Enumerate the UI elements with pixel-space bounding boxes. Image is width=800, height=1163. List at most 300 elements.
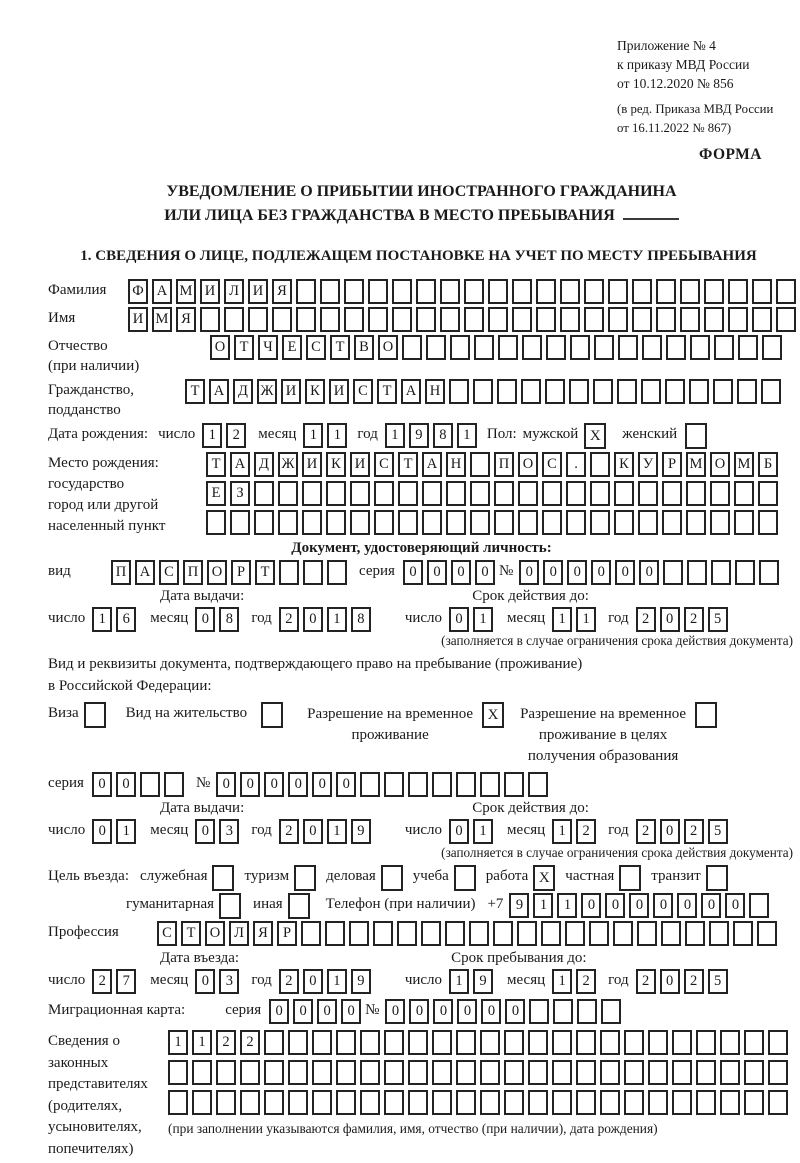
char-cell[interactable]: 0: [116, 772, 136, 797]
char-cell[interactable]: [776, 279, 796, 304]
char-cell[interactable]: 0: [216, 772, 236, 797]
char-cell[interactable]: З: [230, 481, 250, 506]
char-cell[interactable]: Ж: [278, 452, 298, 477]
residence-permit-checkbox[interactable]: [261, 702, 283, 728]
char-cell[interactable]: [470, 452, 490, 477]
char-cell[interactable]: [216, 1060, 236, 1085]
char-cell[interactable]: [336, 1090, 356, 1115]
char-cell[interactable]: [663, 560, 683, 585]
char-cell[interactable]: [408, 1060, 428, 1085]
char-cell[interactable]: [278, 481, 298, 506]
char-cell[interactable]: [450, 335, 470, 360]
char-cell[interactable]: 1: [576, 607, 596, 632]
char-cell[interactable]: Д: [254, 452, 274, 477]
char-cell[interactable]: [576, 1060, 596, 1085]
char-cell[interactable]: [601, 999, 621, 1024]
char-cell[interactable]: [327, 560, 347, 585]
char-cell[interactable]: [768, 1090, 788, 1115]
char-cell[interactable]: [474, 335, 494, 360]
char-cell[interactable]: [576, 1030, 596, 1055]
char-cell[interactable]: [541, 921, 561, 946]
char-cell[interactable]: [432, 772, 452, 797]
char-cell[interactable]: [768, 1030, 788, 1055]
char-cell[interactable]: [344, 279, 364, 304]
char-cell[interactable]: [449, 379, 469, 404]
char-cell[interactable]: 0: [629, 893, 649, 918]
char-cell[interactable]: 8: [433, 423, 453, 448]
char-cell[interactable]: Д: [233, 379, 253, 404]
char-cell[interactable]: [512, 307, 532, 332]
char-cell[interactable]: [528, 1090, 548, 1115]
char-cell[interactable]: 0: [195, 607, 215, 632]
char-cell[interactable]: 2: [279, 607, 299, 632]
char-cell[interactable]: [408, 1030, 428, 1055]
char-cell[interactable]: [690, 335, 710, 360]
char-cell[interactable]: 0: [457, 999, 477, 1024]
char-cell[interactable]: 0: [195, 819, 215, 844]
char-cell[interactable]: [768, 1060, 788, 1085]
char-cell[interactable]: [738, 335, 758, 360]
char-cell[interactable]: 0: [293, 999, 313, 1024]
char-cell[interactable]: [312, 1030, 332, 1055]
char-cell[interactable]: Ж: [257, 379, 277, 404]
char-cell[interactable]: [473, 379, 493, 404]
char-cell[interactable]: [421, 921, 441, 946]
char-cell[interactable]: [368, 279, 388, 304]
char-cell[interactable]: [504, 1060, 524, 1085]
char-cell[interactable]: [552, 1030, 572, 1055]
edu-permit-checkbox[interactable]: [695, 702, 717, 728]
char-cell[interactable]: [565, 921, 585, 946]
char-cell[interactable]: [488, 307, 508, 332]
char-cell[interactable]: [240, 1060, 260, 1085]
char-cell[interactable]: [709, 921, 729, 946]
char-cell[interactable]: [638, 510, 658, 535]
char-cell[interactable]: 1: [449, 969, 469, 994]
char-cell[interactable]: 0: [505, 999, 525, 1024]
char-cell[interactable]: [140, 772, 160, 797]
char-cell[interactable]: 1: [552, 969, 572, 994]
char-cell[interactable]: 0: [303, 819, 323, 844]
char-cell[interactable]: [696, 1030, 716, 1055]
char-cell[interactable]: [432, 1060, 452, 1085]
char-cell[interactable]: К: [305, 379, 325, 404]
char-cell[interactable]: Т: [206, 452, 226, 477]
purpose-commercial-checkbox[interactable]: [381, 865, 403, 891]
char-cell[interactable]: [648, 1090, 668, 1115]
char-cell[interactable]: [206, 510, 226, 535]
char-cell[interactable]: Я: [272, 279, 292, 304]
char-cell[interactable]: 1: [552, 819, 572, 844]
char-cell[interactable]: [480, 1060, 500, 1085]
char-cell[interactable]: К: [614, 452, 634, 477]
char-cell[interactable]: [546, 335, 566, 360]
char-cell[interactable]: 0: [660, 969, 680, 994]
char-cell[interactable]: 6: [116, 607, 136, 632]
char-cell[interactable]: [632, 307, 652, 332]
char-cell[interactable]: [680, 279, 700, 304]
char-cell[interactable]: [480, 1090, 500, 1115]
char-cell[interactable]: [744, 1090, 764, 1115]
char-cell[interactable]: [264, 1090, 284, 1115]
char-cell[interactable]: [590, 481, 610, 506]
char-cell[interactable]: 1: [327, 969, 347, 994]
char-cell[interactable]: 2: [216, 1030, 236, 1055]
char-cell[interactable]: [264, 1060, 284, 1085]
char-cell[interactable]: [397, 921, 417, 946]
char-cell[interactable]: [326, 510, 346, 535]
purpose-private-checkbox[interactable]: [619, 865, 641, 891]
char-cell[interactable]: Т: [185, 379, 205, 404]
char-cell[interactable]: [553, 999, 573, 1024]
char-cell[interactable]: 9: [351, 819, 371, 844]
char-cell[interactable]: 2: [636, 819, 656, 844]
char-cell[interactable]: [642, 335, 662, 360]
char-cell[interactable]: А: [135, 560, 155, 585]
char-cell[interactable]: С: [159, 560, 179, 585]
char-cell[interactable]: [672, 1090, 692, 1115]
char-cell[interactable]: [469, 921, 489, 946]
char-cell[interactable]: 0: [409, 999, 429, 1024]
char-cell[interactable]: [711, 560, 731, 585]
char-cell[interactable]: [584, 279, 604, 304]
char-cell[interactable]: Т: [377, 379, 397, 404]
char-cell[interactable]: А: [209, 379, 229, 404]
char-cell[interactable]: [504, 1030, 524, 1055]
char-cell[interactable]: О: [518, 452, 538, 477]
char-cell[interactable]: [517, 921, 537, 946]
char-cell[interactable]: [518, 481, 538, 506]
char-cell[interactable]: [589, 921, 609, 946]
char-cell[interactable]: [608, 279, 628, 304]
char-cell[interactable]: [216, 1090, 236, 1115]
char-cell[interactable]: [164, 772, 184, 797]
char-cell[interactable]: [618, 335, 638, 360]
char-cell[interactable]: [624, 1090, 644, 1115]
gender-female-checkbox[interactable]: [685, 423, 707, 449]
char-cell[interactable]: [641, 379, 661, 404]
char-cell[interactable]: [248, 307, 268, 332]
char-cell[interactable]: [570, 335, 590, 360]
char-cell[interactable]: М: [176, 279, 196, 304]
char-cell[interactable]: [661, 921, 681, 946]
char-cell[interactable]: [325, 921, 345, 946]
char-cell[interactable]: [522, 335, 542, 360]
char-cell[interactable]: [320, 279, 340, 304]
char-cell[interactable]: 0: [653, 893, 673, 918]
char-cell[interactable]: Е: [206, 481, 226, 506]
char-cell[interactable]: 2: [576, 969, 596, 994]
char-cell[interactable]: 1: [116, 819, 136, 844]
char-cell[interactable]: П: [494, 452, 514, 477]
char-cell[interactable]: [426, 335, 446, 360]
char-cell[interactable]: [494, 510, 514, 535]
char-cell[interactable]: [422, 481, 442, 506]
char-cell[interactable]: 0: [639, 560, 659, 585]
char-cell[interactable]: 0: [195, 969, 215, 994]
char-cell[interactable]: [456, 1090, 476, 1115]
char-cell[interactable]: [594, 335, 614, 360]
char-cell[interactable]: [384, 1090, 404, 1115]
char-cell[interactable]: [494, 481, 514, 506]
char-cell[interactable]: [446, 481, 466, 506]
char-cell[interactable]: [288, 1090, 308, 1115]
char-cell[interactable]: [416, 307, 436, 332]
char-cell[interactable]: Р: [277, 921, 297, 946]
char-cell[interactable]: [374, 510, 394, 535]
char-cell[interactable]: 0: [591, 560, 611, 585]
char-cell[interactable]: [312, 1090, 332, 1115]
char-cell[interactable]: М: [152, 307, 172, 332]
char-cell[interactable]: 0: [312, 772, 332, 797]
char-cell[interactable]: [761, 379, 781, 404]
char-cell[interactable]: [576, 1090, 596, 1115]
char-cell[interactable]: [456, 772, 476, 797]
char-cell[interactable]: [686, 481, 706, 506]
char-cell[interactable]: [757, 921, 777, 946]
char-cell[interactable]: И: [281, 379, 301, 404]
char-cell[interactable]: [536, 307, 556, 332]
purpose-transit-checkbox[interactable]: [706, 865, 728, 891]
char-cell[interactable]: 0: [581, 893, 601, 918]
purpose-other-checkbox[interactable]: [288, 893, 310, 919]
char-cell[interactable]: [360, 772, 380, 797]
char-cell[interactable]: [470, 481, 490, 506]
char-cell[interactable]: [302, 510, 322, 535]
char-cell[interactable]: [696, 1060, 716, 1085]
char-cell[interactable]: [720, 1060, 740, 1085]
char-cell[interactable]: [714, 335, 734, 360]
char-cell[interactable]: .: [566, 452, 586, 477]
char-cell[interactable]: [577, 999, 597, 1024]
char-cell[interactable]: 0: [615, 560, 635, 585]
char-cell[interactable]: [336, 1030, 356, 1055]
char-cell[interactable]: [464, 279, 484, 304]
char-cell[interactable]: [384, 1030, 404, 1055]
purpose-study-checkbox[interactable]: [454, 865, 476, 891]
char-cell[interactable]: [734, 481, 754, 506]
char-cell[interactable]: 1: [202, 423, 222, 448]
char-cell[interactable]: 0: [288, 772, 308, 797]
char-cell[interactable]: [552, 1090, 572, 1115]
char-cell[interactable]: [566, 510, 586, 535]
char-cell[interactable]: [521, 379, 541, 404]
char-cell[interactable]: [590, 510, 610, 535]
char-cell[interactable]: 1: [327, 819, 347, 844]
char-cell[interactable]: 0: [303, 607, 323, 632]
char-cell[interactable]: [614, 481, 634, 506]
char-cell[interactable]: 1: [192, 1030, 212, 1055]
char-cell[interactable]: [687, 560, 707, 585]
char-cell[interactable]: [192, 1090, 212, 1115]
purpose-business-checkbox[interactable]: [212, 865, 234, 891]
char-cell[interactable]: [344, 307, 364, 332]
char-cell[interactable]: 1: [303, 423, 323, 448]
purpose-humanitarian-checkbox[interactable]: [219, 893, 241, 919]
char-cell[interactable]: [528, 772, 548, 797]
char-cell[interactable]: Н: [425, 379, 445, 404]
char-cell[interactable]: Е: [282, 335, 302, 360]
char-cell[interactable]: [504, 1090, 524, 1115]
char-cell[interactable]: 2: [279, 819, 299, 844]
char-cell[interactable]: 1: [533, 893, 553, 918]
char-cell[interactable]: [624, 1030, 644, 1055]
char-cell[interactable]: [608, 307, 628, 332]
char-cell[interactable]: [402, 335, 422, 360]
visa-checkbox[interactable]: [84, 702, 106, 728]
char-cell[interactable]: [518, 510, 538, 535]
char-cell[interactable]: [689, 379, 709, 404]
char-cell[interactable]: [744, 1030, 764, 1055]
char-cell[interactable]: [440, 279, 460, 304]
char-cell[interactable]: [497, 379, 517, 404]
char-cell[interactable]: 0: [567, 560, 587, 585]
char-cell[interactable]: [440, 307, 460, 332]
char-cell[interactable]: [192, 1060, 212, 1085]
char-cell[interactable]: [600, 1060, 620, 1085]
char-cell[interactable]: [744, 1060, 764, 1085]
char-cell[interactable]: С: [353, 379, 373, 404]
char-cell[interactable]: 8: [219, 607, 239, 632]
char-cell[interactable]: 7: [116, 969, 136, 994]
char-cell[interactable]: 0: [605, 893, 625, 918]
char-cell[interactable]: П: [183, 560, 203, 585]
char-cell[interactable]: [254, 481, 274, 506]
char-cell[interactable]: С: [306, 335, 326, 360]
char-cell[interactable]: [312, 1060, 332, 1085]
char-cell[interactable]: [480, 772, 500, 797]
char-cell[interactable]: 1: [473, 607, 493, 632]
char-cell[interactable]: [528, 1030, 548, 1055]
char-cell[interactable]: 2: [576, 819, 596, 844]
char-cell[interactable]: [728, 307, 748, 332]
char-cell[interactable]: [374, 481, 394, 506]
char-cell[interactable]: 0: [92, 772, 112, 797]
char-cell[interactable]: 0: [264, 772, 284, 797]
char-cell[interactable]: [762, 335, 782, 360]
char-cell[interactable]: Т: [330, 335, 350, 360]
char-cell[interactable]: 0: [427, 560, 447, 585]
char-cell[interactable]: [758, 510, 778, 535]
char-cell[interactable]: [617, 379, 637, 404]
char-cell[interactable]: [446, 510, 466, 535]
char-cell[interactable]: Ч: [258, 335, 278, 360]
char-cell[interactable]: 5: [708, 607, 728, 632]
char-cell[interactable]: 0: [269, 999, 289, 1024]
char-cell[interactable]: [373, 921, 393, 946]
char-cell[interactable]: С: [374, 452, 394, 477]
char-cell[interactable]: [656, 307, 676, 332]
char-cell[interactable]: С: [542, 452, 562, 477]
char-cell[interactable]: 9: [351, 969, 371, 994]
char-cell[interactable]: М: [734, 452, 754, 477]
char-cell[interactable]: [278, 510, 298, 535]
char-cell[interactable]: [590, 452, 610, 477]
char-cell[interactable]: 5: [708, 819, 728, 844]
char-cell[interactable]: [776, 307, 796, 332]
char-cell[interactable]: [360, 1060, 380, 1085]
char-cell[interactable]: [504, 772, 524, 797]
char-cell[interactable]: 3: [219, 819, 239, 844]
char-cell[interactable]: Ф: [128, 279, 148, 304]
char-cell[interactable]: П: [111, 560, 131, 585]
char-cell[interactable]: [665, 379, 685, 404]
char-cell[interactable]: 1: [473, 819, 493, 844]
char-cell[interactable]: В: [354, 335, 374, 360]
char-cell[interactable]: [360, 1090, 380, 1115]
char-cell[interactable]: [696, 1090, 716, 1115]
char-cell[interactable]: 2: [92, 969, 112, 994]
char-cell[interactable]: [662, 481, 682, 506]
char-cell[interactable]: 2: [636, 969, 656, 994]
char-cell[interactable]: [320, 307, 340, 332]
char-cell[interactable]: [713, 379, 733, 404]
char-cell[interactable]: 1: [92, 607, 112, 632]
purpose-work-checkbox[interactable]: X: [533, 865, 555, 891]
char-cell[interactable]: [613, 921, 633, 946]
char-cell[interactable]: Т: [234, 335, 254, 360]
char-cell[interactable]: [512, 279, 532, 304]
char-cell[interactable]: 1: [168, 1030, 188, 1055]
char-cell[interactable]: [493, 921, 513, 946]
char-cell[interactable]: [529, 999, 549, 1024]
char-cell[interactable]: [445, 921, 465, 946]
char-cell[interactable]: Я: [253, 921, 273, 946]
char-cell[interactable]: [560, 307, 580, 332]
char-cell[interactable]: [672, 1030, 692, 1055]
char-cell[interactable]: [470, 510, 490, 535]
char-cell[interactable]: 0: [92, 819, 112, 844]
char-cell[interactable]: Т: [398, 452, 418, 477]
char-cell[interactable]: 0: [451, 560, 471, 585]
char-cell[interactable]: [279, 560, 299, 585]
char-cell[interactable]: И: [200, 279, 220, 304]
char-cell[interactable]: Т: [181, 921, 201, 946]
char-cell[interactable]: [264, 1030, 284, 1055]
char-cell[interactable]: О: [378, 335, 398, 360]
char-cell[interactable]: 1: [385, 423, 405, 448]
char-cell[interactable]: [350, 481, 370, 506]
char-cell[interactable]: 2: [226, 423, 246, 448]
char-cell[interactable]: 0: [336, 772, 356, 797]
char-cell[interactable]: [560, 279, 580, 304]
char-cell[interactable]: [734, 510, 754, 535]
char-cell[interactable]: 0: [433, 999, 453, 1024]
char-cell[interactable]: 0: [449, 607, 469, 632]
char-cell[interactable]: [752, 307, 772, 332]
char-cell[interactable]: Р: [662, 452, 682, 477]
char-cell[interactable]: [536, 279, 556, 304]
char-cell[interactable]: [398, 481, 418, 506]
char-cell[interactable]: [728, 279, 748, 304]
char-cell[interactable]: 2: [684, 819, 704, 844]
char-cell[interactable]: [637, 921, 657, 946]
char-cell[interactable]: 0: [240, 772, 260, 797]
char-cell[interactable]: 9: [509, 893, 529, 918]
char-cell[interactable]: 0: [385, 999, 405, 1024]
char-cell[interactable]: [666, 335, 686, 360]
char-cell[interactable]: 0: [543, 560, 563, 585]
char-cell[interactable]: М: [686, 452, 706, 477]
char-cell[interactable]: [680, 307, 700, 332]
char-cell[interactable]: 9: [473, 969, 493, 994]
char-cell[interactable]: [566, 481, 586, 506]
char-cell[interactable]: [296, 307, 316, 332]
char-cell[interactable]: С: [157, 921, 177, 946]
char-cell[interactable]: [686, 510, 706, 535]
char-cell[interactable]: [749, 893, 769, 918]
char-cell[interactable]: 0: [303, 969, 323, 994]
